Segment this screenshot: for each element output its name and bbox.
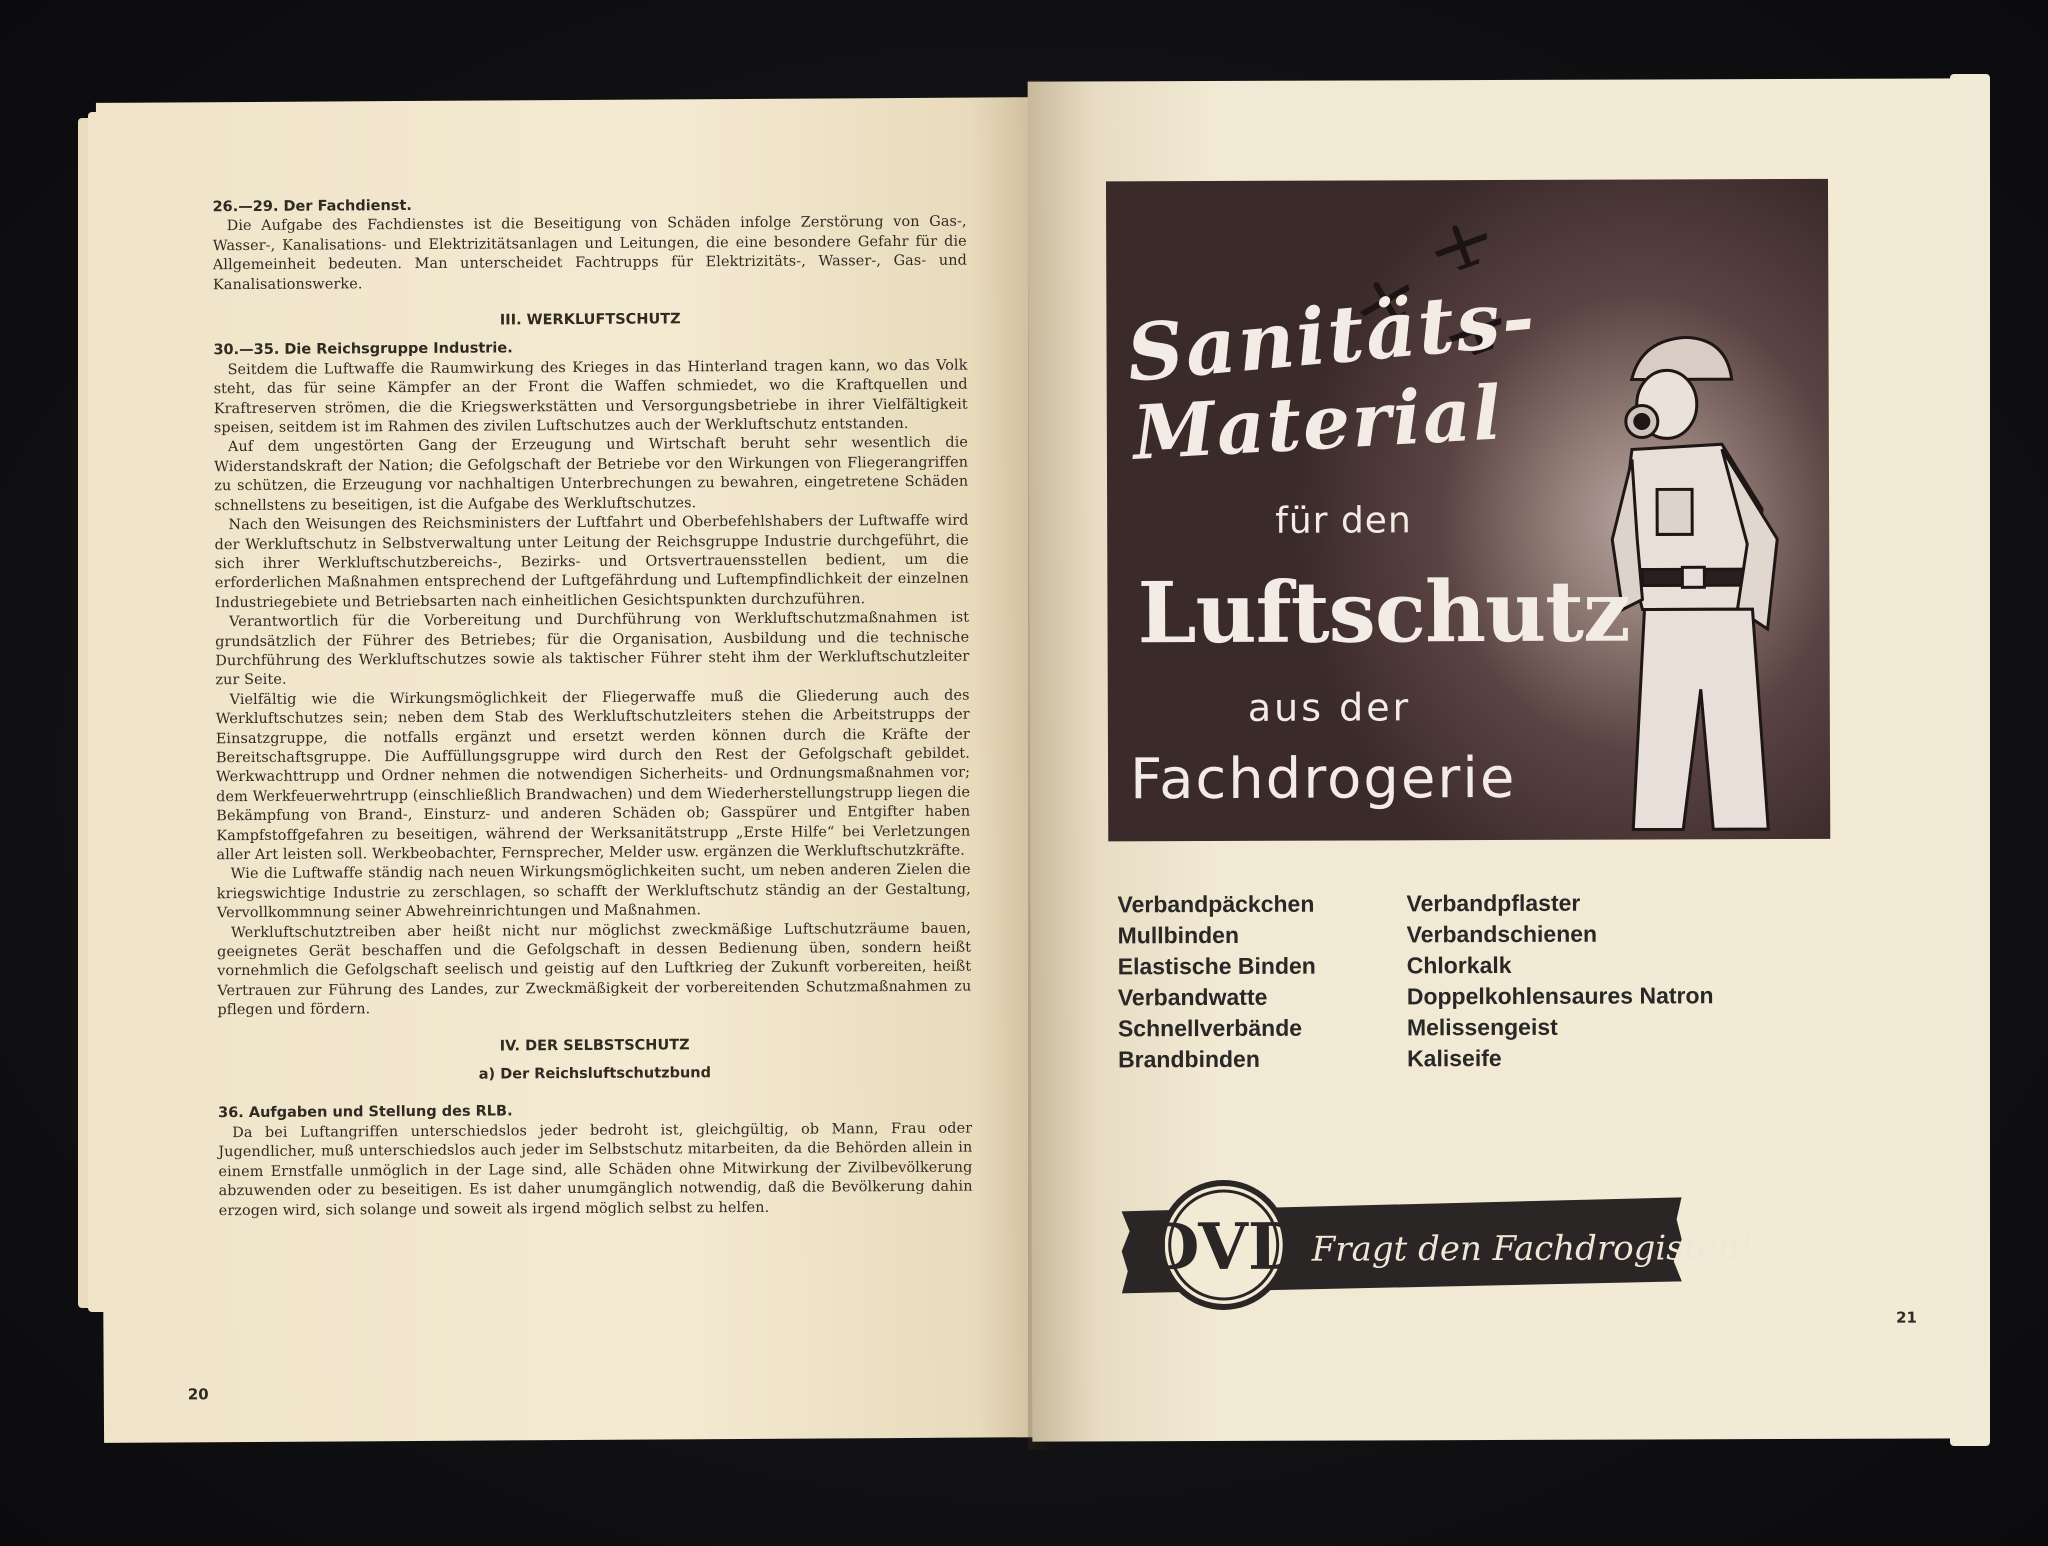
body-paragraph: Nach den Weisungen des Reichsministers der Luftfahrt und Oberbefehlshabers der Luftwaffe wird der Werkluftschutz in Selbstverwaltung unter Leitung der Reichsgruppe Industrie durchgeführt, die sich ihrer Werkluftschutzbereichs-, Bezirks- und Ortsvertrauensstellen bedient, um die erforderlichen Maßnahmen entsprechend der Luftgefährdung und Luftempfindlichkeit der einzelnen Industriegebiete und Betriebsarten nach einheitlichen Gesichtspunkten durchzuführen. (214, 512, 969, 611)
product-item: Verbandpflaster (1406, 889, 1581, 917)
subsection-heading: 30.—35. Die Reichsgruppe Industrie. (213, 340, 513, 359)
poster-subline-2: aus der (1247, 685, 1412, 730)
product-item: Mullbinden (1117, 921, 1240, 949)
product-item: Elastische Binden (1117, 952, 1316, 980)
body-paragraph: Da bei Luftangriffen unterschiedslos jeder bedroht ist, gleichgültig, ob Mann, Frau oder Jugendlicher, muß unterschiedslos auch jeder im Selbstschutz mitarbeiten, da die Behörden allein in einem Ernstfalle unmöglich in der Lage sind, alle Schäden ohne Mitwirkung der Zivilbevölkerung abzuwenden oder zu beseitigen. Es ist daher unumgänglich notwendig, daß die Bevölkerung dahin erzogen wird, sich solange und soweit als irgend möglich selbst zu helfen. (218, 1120, 973, 1219)
body-paragraph: Wie die Luftwaffe ständig nach neuen Wirkungsmöglichkeiten sucht, um neben anderen Zielen die kriegswichtige Industrie zu zerschlagen, so schafft der Werkluftschutz ständig an der Gestaltung, Vervollkommnung seiner Abwehreinrichtungen und Maßnahmen. (216, 861, 971, 922)
body-paragraph: Werkluftschutztreiben aber heißt nicht nur möglichst zweckmäßige Luftschutzräume bauen, geeignetes Gerät beschaffen und die Gefolgschaft in dessen Bedienung üben, sondern heißt vornehmlich die Gefolgschaft seelisch und geistig auf den Luftkrieg der Zukunft vorbereiten, heißt Vertrauen zur Führung des Landes, zur Zweckmäßigkeit der vorbereitenden Schutzmaßnahmen zu pflegen und fördern. (217, 920, 972, 1019)
poster-subline-1: für den (1275, 500, 1412, 542)
product-item: Verbandschienen (1406, 920, 1598, 948)
product-item: Verbandpäckchen (1117, 890, 1315, 918)
product-item: Kaliseife (1406, 1044, 1502, 1072)
product-list-left (1117, 889, 1316, 1076)
page-number-left: 20 (187, 1384, 209, 1403)
product-item: Melissengeist (1406, 1013, 1558, 1041)
logo-letters: DVD (1143, 1209, 1304, 1286)
section-heading: IV. DER SELBSTSCHUTZ (499, 1036, 690, 1055)
section-heading: a) Der Reichsluftschutzbund (478, 1065, 712, 1083)
body-paragraph: Seitdem die Luftwaffe die Raumwirkung des Krieges in das Hinterland tragen kann, wo das Volk steht, das für seine Kämpfer an der Front die Waffen schmiedet, wo die Kraftquellen und Kraftreserven strömen, die die Kriegswerkstätten und Versorgungsbetriebe in ihrer Vielfältigkeit speisen, seitdem ist im Rahmen des zivilen Luftschutzes auch der Werkluftschutz entstanden. (213, 357, 968, 437)
product-item: Schnellverbände (1117, 1014, 1303, 1042)
product-list-right (1406, 887, 1713, 1074)
body-paragraph: Verantwortlich für die Vorbereitung und Durchführung von Werkluftschutzmaßnahmen ist grundsätzlich der Führer des Betriebes; für die Organisation, Ausbildung und die technische Durchführung des Werkluftschutzes sowie als taktischer Führer steht ihm der Werkluftschutzleiter zur Seite. (215, 609, 970, 689)
subsection-heading: 36. Aufgaben und Stellung des RLB. (218, 1103, 513, 1122)
poster-headline-4: Fachdrogerie (1129, 745, 1517, 813)
poster-headline-1: Sanitäts- (1123, 272, 1540, 400)
section-heading: III. WERKLUFTSCHUTZ (499, 311, 681, 329)
page-number-right: 21 (1896, 1308, 1917, 1327)
product-item: Chlorkalk (1406, 951, 1512, 979)
product-item: Doppelkohlensaures Natron (1406, 982, 1714, 1010)
advertisement-poster (1106, 179, 1830, 842)
left-page (96, 97, 1054, 1443)
product-item: Brandbinden (1117, 1045, 1260, 1073)
drogist-banner (1121, 1179, 1754, 1307)
poster-headline-2: Material (1130, 370, 1506, 477)
right-page (1028, 78, 1968, 1441)
banner-slogan: Fragt den Fachdrogisten! (1311, 1228, 1754, 1270)
product-item: Verbandwatte (1117, 983, 1268, 1011)
subsection-heading: 26.—29. Der Fachdienst. (212, 197, 412, 216)
body-paragraph: Die Aufgabe des Fachdienstes ist die Beseitigung von Schäden infolge Zerstörung von Gas-, Wasser-, Kanalisations- und Elektrizitätsanlagen und Leitungen, die eine besondere Gefahr für die Allgemeinheit bedeuten. Man unterscheidet Fachtrupps für Elektrizitäts-, Wasser-, Gas- und Kanalisationswerke. (212, 214, 967, 293)
body-paragraph: Vielfältig wie die Wirkungsmöglichkeit der Fliegerwaffe muß die Gliederung auch des Werkluftschutzes sein; neben dem Stab des Werkluftschutzleiters stehen die Arbeitstrupps der Einsatzgruppe, die notfalls ergänzt und ersetzt werden können durch die Kräfte der Bereitschaftsgruppe. Die Auffüllungsgruppe wird durch den Rest der Gefolgschaft gebildet. Werkwachttrupp und Ordner nehmen die notwendigen Sicherheits- und Ordnungsmaßnahmen vor; dem Werkfeuerwehrtrupp (einschließlich Brandwachen) und dem Wiederherstellungstrupp liegen die Bekämpfung von Brand-, Einsturz- und anderen Schäden ob; Gasspürer und Entgifter haben Kampfstoffgefahren zu beseitigen, während der Werksanitätstrupp „Erste Hilfe“ bei Verletzungen aller Art leisten soll. Werkbeobachter, Fernsprecher, Melder usw. ergänzen die Werkluftschutzkräfte. (215, 687, 971, 864)
left-page-text (213, 194, 973, 1221)
body-paragraph: Auf dem ungestörten Gang der Erzeugung und Wirtschaft beruht sehr wesentlich die Widerstandskraft der Nation; die Gefolgschaft der Betriebe vor den Wirkungen von Fliegerangriffen zu schützen, die Erzeugung vor nachhaltigen Unterbrechungen zu bewahren, eingetretene Schäden schnellstens zu beseitigen, ist die Aufgabe des Werkluftschutzes. (214, 435, 969, 514)
poster-headline-3: Luftschutz (1137, 561, 1630, 663)
